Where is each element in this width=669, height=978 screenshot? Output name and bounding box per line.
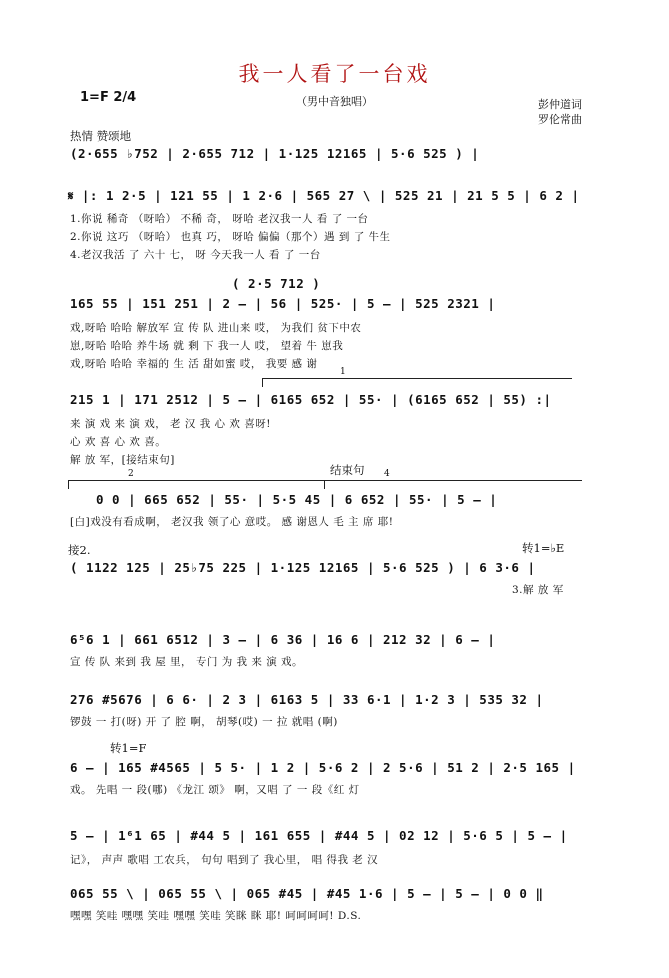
lyric-line: 来 演 戏 来 演 戏， 老 汉 我 心 欢 喜呀!: [70, 418, 271, 430]
lyric-line: 解 放 军，[接结束句]: [70, 454, 175, 466]
modulation-f: 转1=F: [110, 741, 147, 755]
score-line-10: 5 – | 1⁶1 65 | #44 5 | 161 655 | #44 5 | 02 12 | 5·6 5 | 5 – |: [70, 828, 568, 843]
volta-number: 1: [340, 367, 346, 377]
score-line-9: 6 – | 165 #4565 | 5 5· | 1 2 | 5·6 2 | 2 5·6 | 51 2 | 2·5 165 |: [70, 760, 576, 775]
lyric-line: 戏。 先唱 一 段(哪) 《龙江 颂》 啊，又唱 了 一 段《红 灯: [70, 784, 360, 796]
tempo-marking: 热情 赞颂地: [70, 129, 132, 143]
lyricist: 彭仲道词: [538, 98, 582, 111]
volta-bracket: [68, 469, 324, 481]
score-line-5: 0 0 | 665 652 | 55· | 5·5 45 | 6 652 | 55· | 5 – |: [96, 492, 498, 507]
page-title: 我一人看了一台戏: [238, 62, 431, 86]
lyric-line: 心 欢 喜 心 欢 喜。: [70, 436, 167, 448]
score-line-1: (2·655 ♭752 | 2·655 712 | 1·125 12165 | 5·6 525 ) |: [70, 146, 480, 161]
score-line-2: 𝄋 |: 1 2·5 | 121 55 | 1 2·6 | 565 27 \ | 525 21 | 21 5 5 | 6 2 |: [68, 188, 580, 203]
score-line-3: 165 55 | 151 251 | 2 – | 56 | 525· | 5 – | 525 2321 |: [70, 296, 496, 311]
modulation-e-flat: 转1=♭E: [522, 541, 565, 555]
lyric-line: 宣 传 队 来到 我 屋 里， 专门 为 我 来 演 戏。: [70, 656, 304, 668]
volta-number: 2: [128, 469, 134, 479]
lyric-line: 崽,呀哈 哈哈 养牛场 就 剩 下 我一人 哎， 望着 牛 崽我: [70, 340, 344, 352]
lyric-line: 嘿嘿 笑哇 嘿嘿 笑哇 嘿嘿 笑哇 笑眯 眯 耶! 呵呵呵呵! D.S.: [70, 910, 362, 922]
lyric-line: 4.老汉我活 了 六十 七， 呀 今天我一人 看 了 一台: [70, 249, 321, 261]
subtitle: （男中音独唱）: [296, 95, 373, 108]
lyric-line: 记》， 声声 歌唱 工农兵， 句句 唱到了 我心里， 唱 得我 老 汉: [70, 854, 379, 866]
volta-bracket: [262, 367, 572, 379]
lyric-line: 1.你说 稀奇 （呀哈） 不稀 奇， 呀哈 老汉我一人 看 了 一台: [70, 213, 369, 225]
lyric-line: 戏,呀哈 哈哈 幸福的 生 活 甜如蜜 哎， 我要 感 谢: [70, 358, 318, 370]
lyric-line: 2.你说 这巧 （呀哈） 也真 巧， 呀哈 偏偏（那个）遇 到 了 牛生: [70, 231, 391, 243]
lyric-line: [白]戏没有看成啊， 老汉我 领了心 意哎。 感 谢恩人 毛 主 席 耶!: [70, 516, 394, 528]
ending-label: 结束句: [330, 463, 365, 477]
lyric-line: 锣鼓 一 打(呀) 开 了 腔 啊， 胡琴(哎) 一 拉 就唱 (啊): [70, 716, 338, 728]
lyric-line: 3.解 放 军: [512, 584, 564, 596]
score-line-7: 6⁵6 1 | 661 6512 | 3 – | 6 36 | 16 6 | 212 32 | 6 – |: [70, 632, 496, 647]
volta-number: 4: [384, 469, 390, 479]
jump-back-label: 接2.: [68, 543, 91, 557]
score-line-8: 276 #5676 | 6 6· | 2 3 | 6163 5 | 33 6·1 | 1·2 3 | 535 32 |: [70, 692, 544, 707]
composer: 罗伦常曲: [538, 113, 582, 126]
key-signature: 1=F 2/4: [80, 90, 137, 105]
score-line-11: 065 55 \ | 065 55 \ | 065 #45 | #45 1·6 | 5 – | 5 – | 0 0 ‖: [70, 886, 544, 901]
lyric-line: 戏,呀哈 哈哈 解放军 宣 传 队 进山来 哎， 为我们 贫下中农: [70, 322, 362, 334]
score-line-4: 215 1 | 171 2512 | 5 – | 6165 652 | 55· | (6165 652 | 55) :|: [70, 392, 552, 407]
score-pre-notes: ( 2·5 712 ): [232, 276, 321, 291]
score-line-6: ( 1122 125 | 25♭75 225 | 1·125 12165 | 5·6 525 ) | 6 3·6 |: [70, 560, 536, 575]
